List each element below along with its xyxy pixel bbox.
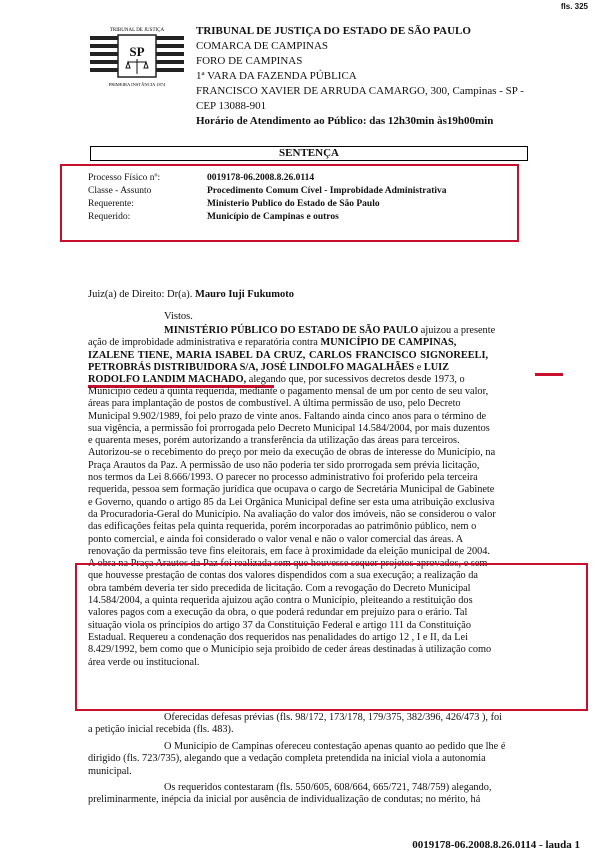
text-line: Oferecidas defesas prévias (fls. 98/172, 173/178, 179/375, 382/396, 426/473 ), foi — [164, 712, 503, 723]
text-line: valores pagos com a execução da obra, o que poderá redundar em prejuízo para o erário. Tal — [88, 607, 468, 619]
logo-top-text: TRIBUNAL DE JUSTIÇA — [109, 28, 165, 33]
text-line: A obra na Praça Arautos da Paz foi realizada sem que houvesse sequer projetos aprovados, e sem — [88, 558, 488, 570]
forum: FORO DE CAMPINAS — [196, 55, 303, 67]
text-line: e Governo, quando o artigo 85 da Lei Orgânica Municipal define ser esta uma atribuição exclusiva — [88, 496, 495, 508]
highlight-underline — [535, 373, 563, 376]
process-value: Procedimento Comum Cível - Improbidade Administrativa — [207, 186, 447, 196]
text-line: das edificações feitas pela quinta requerida, porém incorporadas ao patrimônio público, nem o — [88, 521, 477, 533]
text-line: ponto comercial, e ainda foi considerado o valor venal e não o valor comercial das áreas. A — [88, 533, 464, 545]
text-line: MINISTÉRIO PÚBLICO DO ESTADO DE SÃO PAULO ajuizou a presente — [164, 325, 496, 336]
highlighted-passage-box — [75, 563, 588, 711]
process-value: Ministerio Publico do Estado de São Paulo — [207, 199, 380, 209]
text-line: Estadual. Requereu a condenação dos requeridos nas penalidades do artigo 12 , I e II, da Lei — [88, 631, 468, 643]
text-line: dirigido (fls. 723/735), alegando que a vedação completa pretendida na inicial viola a autonomia — [88, 753, 486, 765]
process-info — [88, 172, 447, 224]
process-value: 0019178-06.2008.8.26.0114 — [207, 173, 315, 183]
judge-name: Mauro Iuji Fukumoto — [195, 289, 294, 300]
process-label: Processo Físico nº: — [88, 173, 161, 183]
text-line: municipal. — [88, 765, 132, 777]
page-number: fls. 325 — [560, 2, 588, 11]
court-header — [196, 24, 576, 129]
text-line: sua vigência, a permissão foi prorrogada pelo Decreto Municipal 14.584/2004, por mais duzentos — [88, 422, 490, 434]
text-line: Municipal 9.902/1989, foi pelo prazo de vinte anos. Faltando ainda cinco anos para o término de — [88, 410, 487, 422]
text-line: da Procuradoria-Geral do Município. Na avaliação do valor dos imóveis, não se considerou o valor — [88, 508, 496, 520]
text-line: nos termos da Lei 8.666/1993. O parecer no processo administrativo foi proferido pela terceira — [88, 472, 478, 484]
process-row — [88, 172, 447, 185]
text-line: Município cedeu à quinta requerida, mediante o pagamento mensal de um por cento de seu valor, — [88, 386, 489, 397]
defenses-paragraph — [88, 712, 562, 737]
text-line: PETROBRÁS DISTRIBUIDORA S/A, JOSÉ LINDOLFO MAGALHÃES e LUIZ — [88, 361, 450, 373]
text-line: O Município de Campinas ofereceu contestação apenas quanto ao pedido que lhe é — [164, 741, 506, 752]
text-line: ação de improbidade administrativa e reparatória contra MUNICÍPIO DE CAMPINAS, — [88, 337, 457, 349]
judge-prefix: Juiz(a) de Direito: Dr(a). — [88, 289, 193, 300]
judge-line — [88, 289, 294, 300]
text-line: área verde ou institucional. — [88, 656, 200, 668]
footer-lauda: 0019178-06.2008.8.26.0114 - lauda 1 — [412, 839, 580, 851]
text-line: Os requeridos contestaram (fls. 550/605, 608/664, 665/721, 748/759) alegando, — [164, 782, 492, 793]
process-row — [88, 185, 447, 198]
text-line: a petição inicial recebida (fls. 483). — [88, 724, 234, 736]
text-line: Autorizou-se o recebimento do preço por meio da execução de obras de interesse do Município, na — [88, 447, 496, 459]
process-label: Requerido: — [88, 212, 131, 222]
cep: CEP 13088-901 — [196, 100, 267, 112]
opening-hours: Horário de Atendimento ao Público: das 12h30min às19h00min — [196, 115, 494, 127]
text-line: renovação da permissão teve fins eleitorais, em face à proximidade da eleição municipal de 2004. — [88, 545, 490, 557]
logo-bottom-text: PRIMEIRA INSTÂNCIA 1874 — [108, 82, 166, 87]
text-line: que houvesse prestação de contas dos valores dispendidos com a sua execução; a realização da — [88, 570, 478, 582]
address: FRANCISCO XAVIER DE ARRUDA CAMARGO, 300, Campinas - SP - — [196, 85, 524, 97]
process-row — [88, 211, 447, 224]
process-value: Município de Campinas e outros — [207, 212, 339, 222]
process-label: Requerente: — [88, 199, 134, 209]
process-row — [88, 198, 447, 211]
court-name: TRIBUNAL DE JUSTIÇA DO ESTADO DE SÃO PAULO — [196, 25, 471, 37]
vistos: Vistos. — [164, 311, 193, 322]
document-title: SENTENÇA — [90, 146, 528, 161]
text-line: 14.584/2004, a quinta requerida ajuizou ação contra o Município, pleiteando a restituição dos — [88, 595, 473, 607]
text-line: preliminarmente, inépcia da inicial por ausência de individualização de condutas; no mérito, há — [88, 794, 481, 806]
opening-lines — [88, 325, 562, 386]
text-line: 8.429/1992, bem como que o Município seja proibido de ceder áreas destinadas à utilização como — [88, 644, 492, 656]
text-line: RODOLFO LANDIM MACHADO, alegando que, por sucessivos decretos desde 1973, o — [88, 374, 465, 386]
court-logo — [88, 24, 186, 90]
district: COMARCA DE CAMPINAS — [196, 40, 329, 52]
text-line: obra também deveria ter sido precedida de licitação. Com a revogação do Decreto Municipal — [88, 582, 471, 594]
contestation-paragraph — [88, 782, 562, 807]
process-label: Classe - Assunto — [88, 186, 152, 196]
municipality-paragraph — [88, 741, 562, 778]
text-line: situação viola os princípios do artigo 37 da Constituição Federal e artigo 111 da Constituição — [88, 619, 472, 631]
text-line: Praça Arautos da Paz. A permissão de uso não poderia ter sido prorrogada sem prévia licitação, — [88, 459, 480, 471]
text-line: áreas para implantação de postos de combustível. A última permissão de uso, pelo Decreto — [88, 398, 461, 410]
text-line: IZALENE TIENE, MARIA ISABEL DA CRUZ, CARLOS FRANCISCO SIGNOREELI, — [88, 349, 489, 361]
text-line: requerida, pessoa sem formação jurídica que ocupava o cargo de Secretária Municipal de Gabinete — [88, 484, 495, 496]
vara: 1ª VARA DA FAZENDA PÚBLICA — [196, 70, 357, 82]
logo-letters: SP — [129, 44, 145, 59]
text-line: e quarenta meses, porém autorizando a transferência da utilização das áreas para terceiros. — [88, 435, 460, 447]
